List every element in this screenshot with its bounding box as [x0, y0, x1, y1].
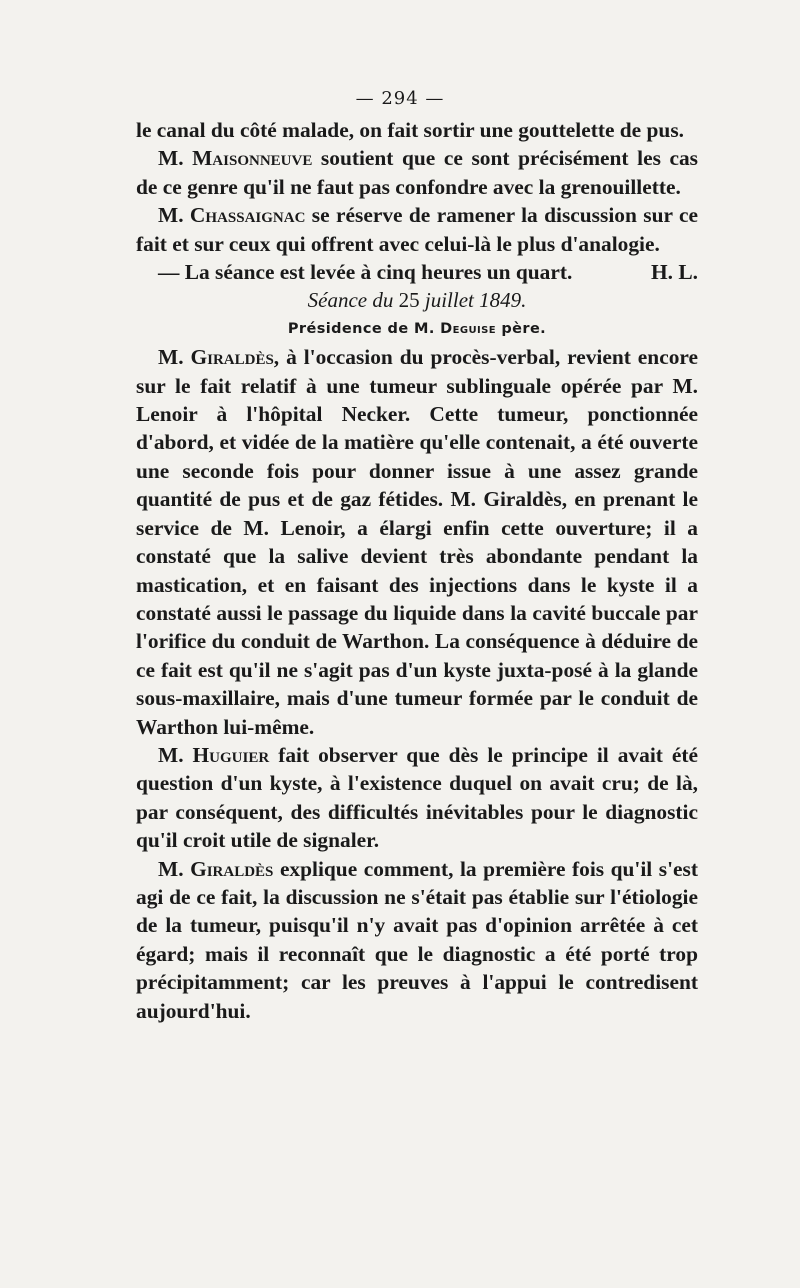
session-title-prefix: Séance du — [307, 288, 399, 313]
paragraph-text: explique comment, la première fois qu'il s'est agi de ce fait, la discussion ne s'était pas établie sur l'étiologie de la tumeur, puisqu'il n'y avait pas d'opinion arrêtée à cet égard; mais il reconnaît que le diagnostic a été porté trop précipitamment; car les preuves à l'appui le contredisent aujourd'hui. — [136, 856, 698, 1023]
paragraph-text: fait observer que dès le principe il avait été question d'un kyste, à l'existence duquel on avait cru; de là, par conséquent, des difficultés inévitables pour le diagnostic qu'il croit utile de signaler. — [136, 742, 698, 853]
paragraph-maisonneuve — [136, 144, 698, 201]
paragraph-chassaignac — [136, 201, 698, 258]
closing-text: — La séance est levée à cinq heures un quart. — [158, 260, 573, 285]
speaker-name: M. Giraldès — [158, 345, 274, 370]
presidence-suffix: père. — [495, 320, 547, 337]
presidence-prefix: Présidence de — [287, 320, 414, 337]
paragraph-text: soutient que ce sont précisément les cas de ce genre qu'il ne faut pas confondre avec la grenouillette. — [136, 146, 698, 199]
session-title-suffix: juillet 1849. — [419, 288, 527, 313]
signature: H. L. — [651, 260, 698, 285]
paragraph-closing — [136, 258, 698, 286]
session-title — [136, 286, 698, 314]
speaker-name: M. Huguier — [158, 742, 270, 767]
session-title-day: 25 — [398, 288, 420, 313]
page-number: — 294 — — [355, 88, 445, 109]
speaker-name: M. Chassaignac — [158, 203, 306, 228]
speaker-name: M. Giraldès — [158, 856, 274, 881]
paragraph-giraldes-2 — [136, 855, 698, 1025]
page-text — [136, 116, 698, 1025]
president-name: M. Deguise — [414, 320, 496, 337]
paragraph-huguier — [136, 741, 698, 855]
speaker-name: M. Maisonneuve — [158, 146, 313, 171]
paragraph-continuation: le canal du côté malade, on fait sortir une gouttelette de pus. — [136, 118, 684, 142]
paragraph-giraldes-1 — [136, 343, 698, 741]
paragraph-text: , à l'occasion du procès-verbal, revient encore sur le fait relatif à une tumeur sublinguale opérée par M. Lenoir à l'hôpital Necker. Cette tumeur, ponctionnée d'abord, et vidée de la matière qu'elle contenait, a été ouverte une seconde fois pour donner issue à une assez grande quantité de pus et de gaz fétides. M. Giraldès, en prenant le service de M. Lenoir, a élargi enfin cette ouverture; il a constaté que la salive devient très abondante pendant la mastication, et en faisant des injections dans le kyste il a constaté aussi le passage du liquide dans la cavité buccale par l'orifice du conduit de Warthon. La conséquence à déduire de ce fait est qu'il ne s'agit pas d'un kyste juxta-posé à la glande sous-maxillaire, mais d'une tumeur formée par le conduit de Warthon lui-même. — [136, 345, 698, 739]
presidence-line — [136, 315, 698, 343]
paragraph-text: se réserve de ramener la discussion sur ce fait et sur ceux qui offrent avec celui-là le plus d'analogie. — [136, 203, 698, 256]
